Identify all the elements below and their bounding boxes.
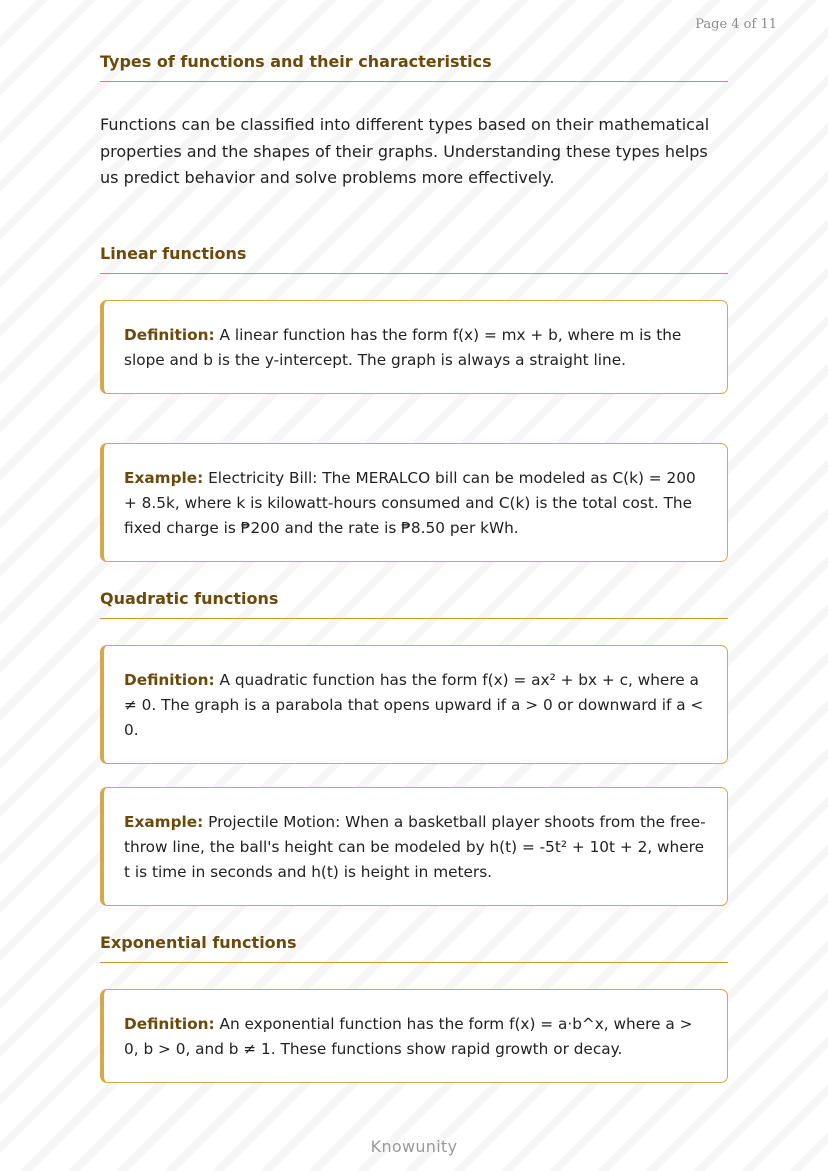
definition-label: Definition: xyxy=(124,1015,215,1033)
footer-brand: Knowunity xyxy=(370,1137,458,1156)
definition-text: An exponential function has the form f(x) = a·b^x, where a > 0, b > 0, and b ≠ 1. These functions show rapid growth or decay. xyxy=(124,1015,693,1058)
section-heading-quadratic: Quadratic functions xyxy=(100,589,728,619)
example-text: Projectile Motion: When a basketball player shoots from the free-throw line, the ball's height can be modeled by h(t) = -5t² + 10t + 2, where t is time in seconds and h(t) is height in meters. xyxy=(124,813,706,881)
definition-box-exponential xyxy=(100,989,728,1083)
main-heading: Types of functions and their characteristics xyxy=(100,52,728,82)
page-number: Page 4 of 11 xyxy=(695,17,777,32)
example-label: Example: xyxy=(124,469,204,487)
definition-box-quadratic xyxy=(100,645,728,764)
section-heading-exponential: Exponential functions xyxy=(100,933,728,963)
example-label: Example: xyxy=(124,813,204,831)
definition-label: Definition: xyxy=(124,326,215,344)
definition-box-linear xyxy=(100,300,728,394)
definition-text: A linear function has the form f(x) = mx + b, where m is the slope and b is the y-intercept. The graph is always a straight line. xyxy=(124,326,682,369)
example-box-quadratic xyxy=(100,787,728,906)
intro-paragraph: Functions can be classified into different types based on their mathematical properties and the shapes of their graphs. Understanding these types helps us predict behavior and solve problems more effectively. xyxy=(100,115,710,187)
definition-label: Definition: xyxy=(124,671,215,689)
definition-text: A quadratic function has the form f(x) = ax² + bx + c, where a ≠ 0. The graph is a parabola that opens upward if a > 0 or downward if a < 0. xyxy=(124,671,704,739)
example-text: Electricity Bill: The MERALCO bill can be modeled as C(k) = 200 + 8.5k, where k is kilowatt-hours consumed and C(k) is the total cost. The fixed charge is ₱200 and the rate is ₱8.50 per kWh. xyxy=(124,469,696,537)
section-heading-linear: Linear functions xyxy=(100,244,728,274)
example-box-linear xyxy=(100,443,728,562)
